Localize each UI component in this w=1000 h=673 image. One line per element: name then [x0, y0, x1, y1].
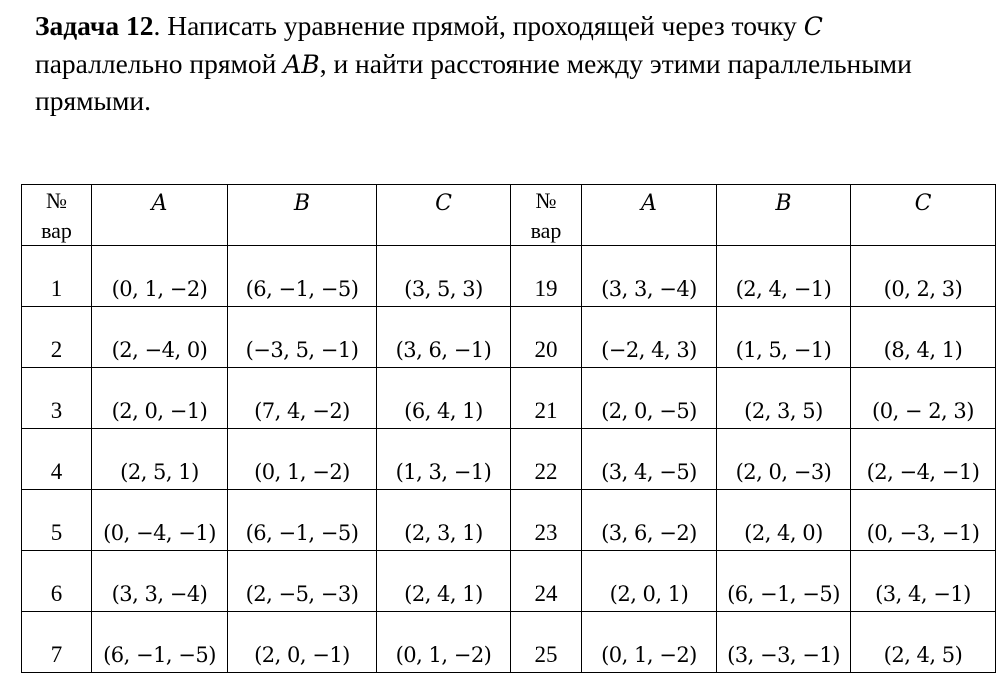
point-a: (6, −1, −5) — [92, 612, 228, 673]
point-b: (7, 4, −2) — [228, 368, 377, 429]
point-a: (2, 0, −1) — [92, 368, 228, 429]
header-num-word: вар — [41, 218, 72, 243]
point-c: (0, −3, −1) — [851, 490, 996, 551]
variant-number: 6 — [22, 551, 92, 612]
table-row — [22, 612, 996, 673]
header-c-left — [377, 185, 511, 246]
table-row — [22, 307, 996, 368]
point-a: (3, 4, −5) — [582, 429, 717, 490]
header-a-right — [582, 185, 717, 246]
table-row — [22, 551, 996, 612]
task-title: Задача 12 — [35, 10, 154, 41]
header-b-label: B — [775, 191, 792, 216]
variant-number: 20 — [511, 307, 582, 368]
point-a: (2, 0, 1) — [582, 551, 717, 612]
header-num-symbol: № — [535, 188, 557, 213]
header-b-left — [228, 185, 377, 246]
header-num-symbol: № — [46, 188, 67, 213]
variant-number: 2 — [22, 307, 92, 368]
point-a: (0, 1, −2) — [92, 246, 228, 307]
point-b: (2, 0, −1) — [228, 612, 377, 673]
point-a: (2, 0, −5) — [582, 368, 717, 429]
table-row — [22, 368, 996, 429]
variant-number: 4 — [22, 429, 92, 490]
point-b: (1, 5, −1) — [717, 307, 851, 368]
header-a-left — [92, 185, 228, 246]
variant-number: 7 — [22, 612, 92, 673]
header-c-label: C — [435, 191, 452, 216]
point-c: (3, 6, −1) — [377, 307, 511, 368]
point-b: (2, 0, −3) — [717, 429, 851, 490]
header-variant-number-left — [22, 185, 92, 246]
point-b: (3, −3, −1) — [717, 612, 851, 673]
point-a: (3, 6, −2) — [582, 490, 717, 551]
header-b-label: B — [293, 191, 311, 216]
point-b: (2, 3, 5) — [717, 368, 851, 429]
point-c: (3, 5, 3) — [377, 246, 511, 307]
point-b: (−3, 5, −1) — [228, 307, 377, 368]
variant-number: 22 — [511, 429, 582, 490]
variant-number: 21 — [511, 368, 582, 429]
point-c: (0, 1, −2) — [377, 612, 511, 673]
point-b: (6, −1, −5) — [228, 490, 377, 551]
variant-number: 19 — [511, 246, 582, 307]
table-row — [22, 490, 996, 551]
point-b: (6, −1, −5) — [717, 551, 851, 612]
header-c-label: C — [914, 191, 932, 216]
variant-number: 1 — [22, 246, 92, 307]
header-c-right — [851, 185, 996, 246]
variant-number: 25 — [511, 612, 582, 673]
point-a: (2, 5, 1) — [92, 429, 228, 490]
task-statement — [35, 8, 985, 120]
point-c: (2, 4, 5) — [851, 612, 996, 673]
point-a: (3, 3, −4) — [92, 551, 228, 612]
point-a: (0, −4, −1) — [92, 490, 228, 551]
table-row — [22, 429, 996, 490]
variant-number: 23 — [511, 490, 582, 551]
point-b: (2, 4, 0) — [717, 490, 851, 551]
point-c-symbol: C — [803, 12, 823, 41]
point-b: (6, −1, −5) — [228, 246, 377, 307]
table-row — [22, 246, 996, 307]
point-a: (2, −4, 0) — [92, 307, 228, 368]
point-c: (0, 2, 3) — [851, 246, 996, 307]
point-b: (0, 1, −2) — [228, 429, 377, 490]
point-a: (0, 1, −2) — [582, 612, 717, 673]
point-c: (0, − 2, 3) — [851, 368, 996, 429]
point-c: (2, −4, −1) — [851, 429, 996, 490]
header-a-label: A — [151, 191, 168, 216]
point-c: (1, 3, −1) — [377, 429, 511, 490]
header-row — [22, 185, 996, 246]
point-a: (3, 3, −4) — [582, 246, 717, 307]
point-b: (2, −5, −3) — [228, 551, 377, 612]
point-c: (8, 4, 1) — [851, 307, 996, 368]
task-text-part2: параллельно прямой — [35, 47, 284, 79]
header-variant-number-right — [511, 185, 582, 246]
point-c: (2, 4, 1) — [377, 551, 511, 612]
header-num-word: вар — [530, 218, 562, 243]
point-c: (6, 4, 1) — [377, 368, 511, 429]
header-a-label: A — [641, 191, 657, 216]
point-b: (2, 4, −1) — [717, 246, 851, 307]
point-c: (3, 4, −1) — [851, 551, 996, 612]
task-text-part3: , и найти расстояние между этими параллельными прямыми. — [35, 47, 912, 116]
point-a: (−2, 4, 3) — [582, 307, 717, 368]
variant-number: 24 — [511, 551, 582, 612]
variant-number: 5 — [22, 490, 92, 551]
variant-number: 3 — [22, 368, 92, 429]
variants-table — [21, 184, 996, 673]
task-text-part1: . Написать уравнение прямой, проходящей через точку — [153, 10, 804, 41]
point-c: (2, 3, 1) — [377, 490, 511, 551]
line-ab-symbol: AB — [283, 49, 320, 79]
header-b-right — [717, 185, 851, 246]
